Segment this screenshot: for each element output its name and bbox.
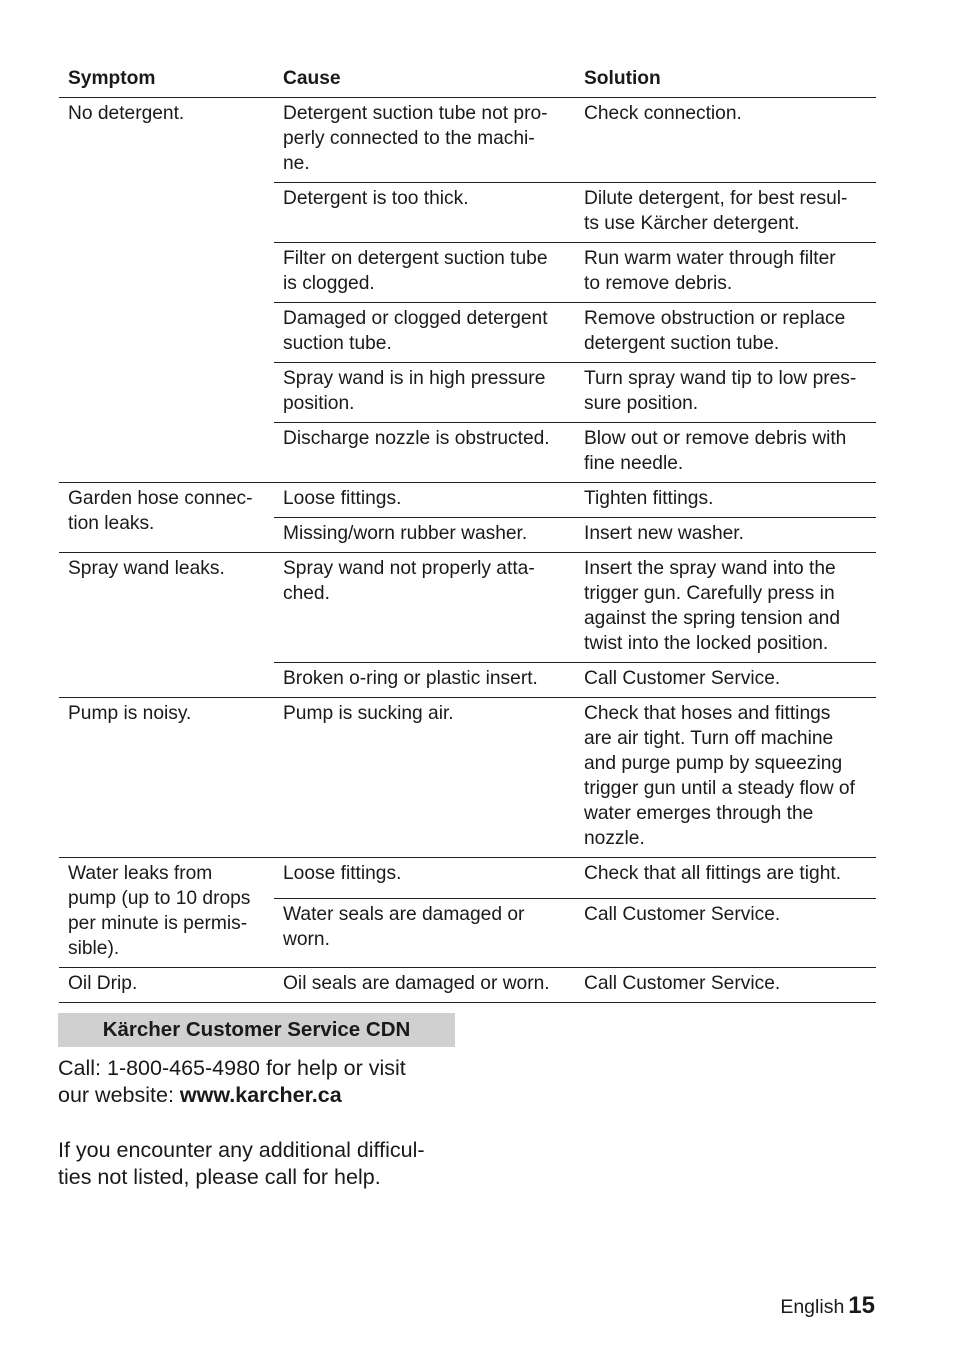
cause-cell: Missing/worn rubber washer.: [274, 518, 575, 553]
solution-cell: Call Customer Service.: [575, 968, 876, 1003]
contact-paragraph: [58, 1055, 458, 1109]
solution-cell: Call Customer Service.: [575, 663, 876, 698]
cause-cell: Loose fittings.: [274, 483, 575, 518]
cause-cell: Spray wand not properly atta- ched.: [274, 553, 575, 663]
solution-cell: Check connection.: [575, 98, 876, 183]
solution-cell: Dilute detergent, for best resul- ts use Kärcher detergent.: [575, 183, 876, 243]
cause-cell: Water seals are damaged or worn.: [274, 898, 575, 967]
cause-cell: Spray wand is in high pressure position.: [274, 363, 575, 423]
table-row: [59, 858, 876, 899]
symptom-cell: No detergent.: [59, 98, 274, 483]
table-row: [59, 553, 876, 663]
page-number: 15: [848, 1292, 875, 1319]
customer-service-heading: Kärcher Customer Service CDN: [58, 1013, 455, 1047]
solution-cell: Call Customer Service.: [575, 898, 876, 967]
cause-cell: Damaged or clogged detergent suction tube.: [274, 303, 575, 363]
footer-language: English: [780, 1296, 845, 1318]
website-link[interactable]: www.karcher.ca: [179, 1083, 342, 1107]
header-cause: Cause: [274, 62, 575, 98]
symptom-cell: Pump is noisy.: [59, 698, 274, 858]
solution-cell: Remove obstruction or replace detergent suction tube.: [575, 303, 876, 363]
solution-cell: Blow out or remove debris with fine needle.: [575, 423, 876, 483]
solution-cell: Insert the spray wand into the trigger gun. Carefully press in against the spring tension and twist into the locked position.: [575, 553, 876, 663]
contact-call-text: Call: 1-800-465-4980 for help or visit our website:: [58, 1056, 406, 1107]
symptom-cell: Water leaks from pump (up to 10 drops per minute is permis- sible).: [59, 858, 274, 968]
table-body: [59, 98, 876, 1003]
symptom-cell: Oil Drip.: [59, 968, 274, 1003]
table-header-row: [59, 62, 876, 98]
solution-cell: Turn spray wand tip to low pres- sure position.: [575, 363, 876, 423]
symptom-cell: Spray wand leaks.: [59, 553, 274, 698]
additional-help-paragraph: If you encounter any additional difficul- ties not listed, please call for help.: [58, 1138, 425, 1189]
solution-cell: Insert new washer.: [575, 518, 876, 553]
solution-cell: Check that hoses and fittings are air tight. Turn off machine and purge pump by squeezing trigger gun until a steady flow of water emerges through the nozzle.: [575, 698, 876, 858]
solution-cell: Run warm water through filter to remove debris.: [575, 243, 876, 303]
cause-cell: Detergent is too thick.: [274, 183, 575, 243]
header-symptom: Symptom: [59, 62, 274, 98]
header-solution: Solution: [575, 62, 876, 98]
table-row: [59, 968, 876, 1003]
table-row: [59, 698, 876, 858]
cause-cell: Loose fittings.: [274, 858, 575, 899]
solution-cell: Tighten fittings.: [575, 483, 876, 518]
table-row: [59, 483, 876, 518]
symptom-cell: Garden hose connec- tion leaks.: [59, 483, 274, 553]
cause-cell: Filter on detergent suction tube is clogged.: [274, 243, 575, 303]
table-row: [59, 98, 876, 183]
cause-cell: Broken o-ring or plastic insert.: [274, 663, 575, 698]
troubleshooting-table: [59, 62, 876, 1003]
cause-cell: Detergent suction tube not pro- perly connected to the machi- ne.: [274, 98, 575, 183]
cause-cell: Pump is sucking air.: [274, 698, 575, 858]
page-footer: [780, 1292, 875, 1321]
cause-cell: Discharge nozzle is obstructed.: [274, 423, 575, 483]
cause-cell: Oil seals are damaged or worn.: [274, 968, 575, 1003]
solution-cell: Check that all fittings are tight.: [575, 858, 876, 899]
